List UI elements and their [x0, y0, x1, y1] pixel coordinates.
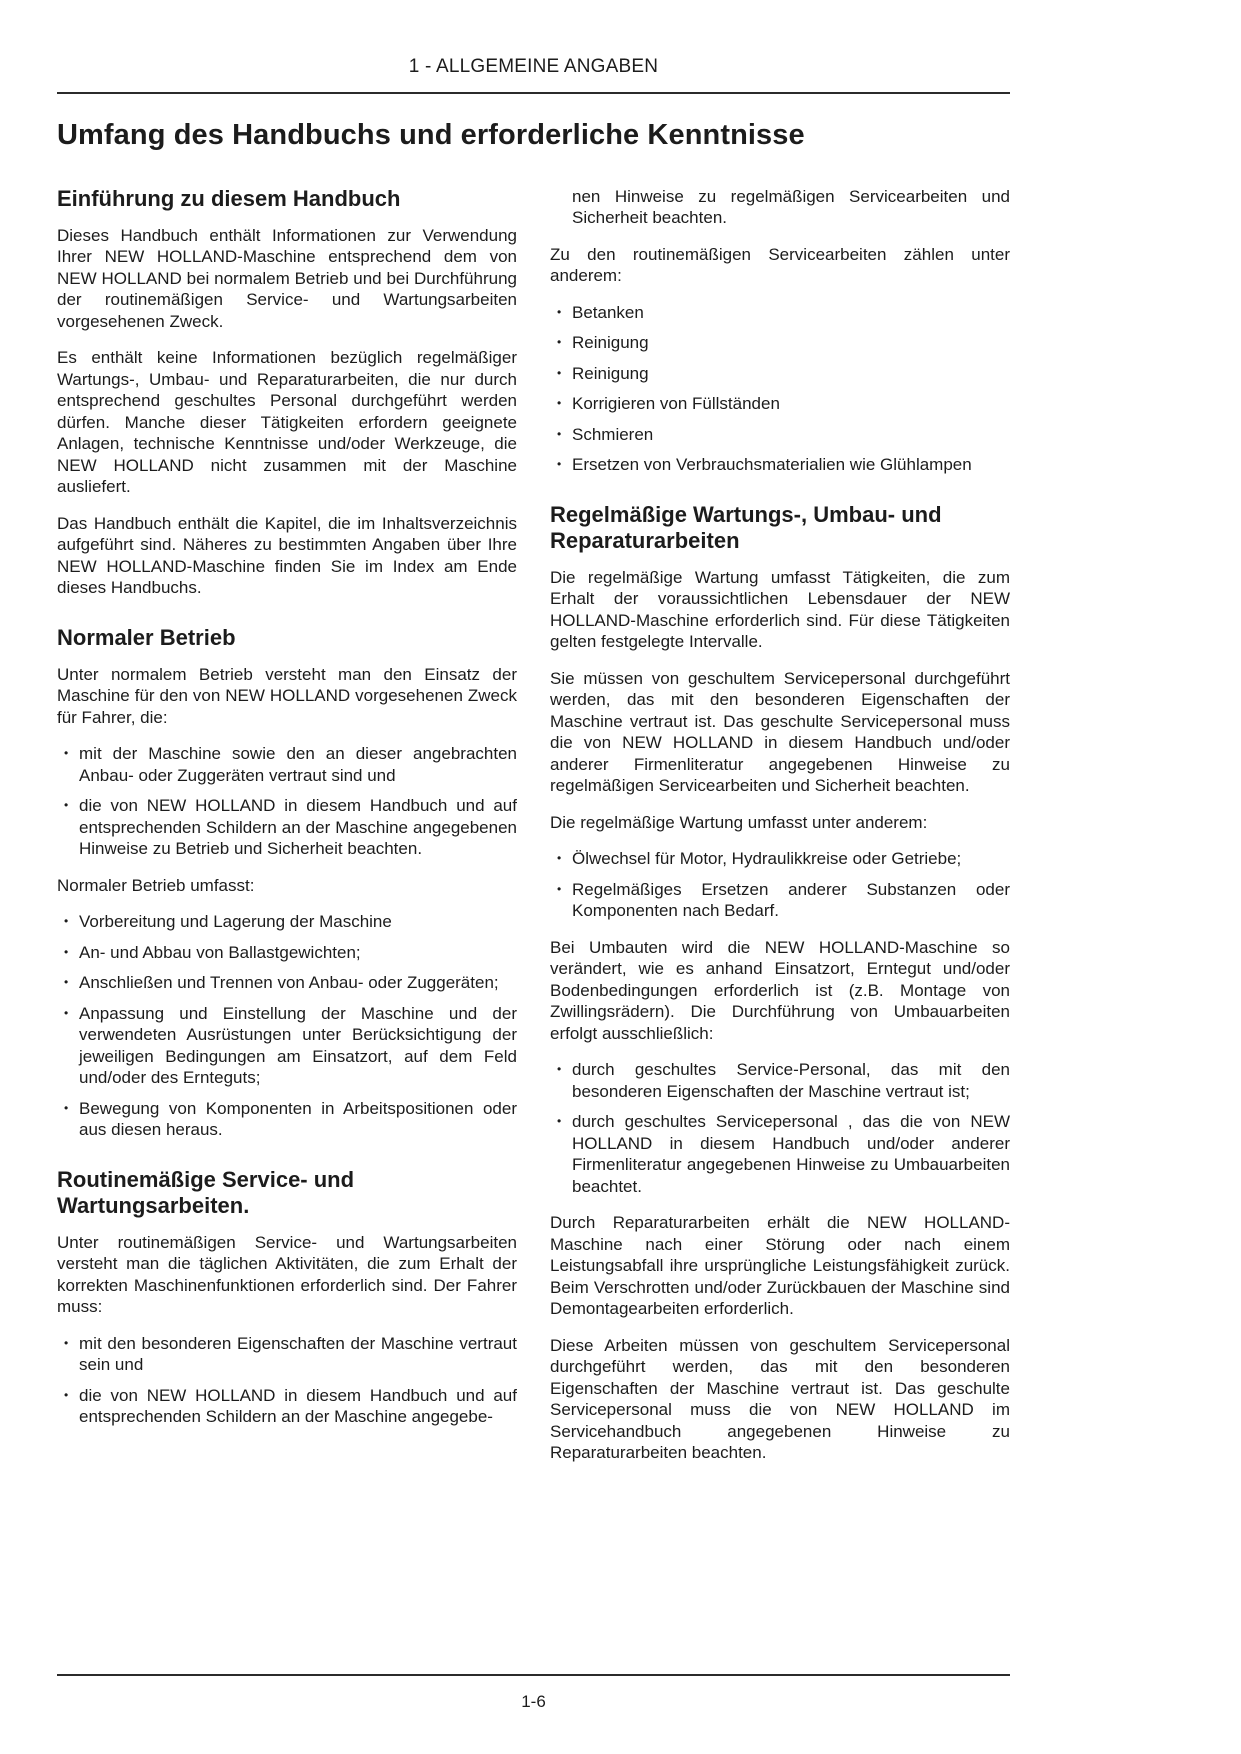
bullet-icon: • — [557, 365, 562, 380]
paragraph: Durch Reparaturarbeiten erhält die NEW HOLLAND-Maschine nach einer Störung oder nach einem Leistungsabfall ihre ursprüngliche Leistungsfähigkeit zurück. Beim Verschrotten und/oder Zurückbauen der Maschine sind Demontagearbeiten erforderlich. — [550, 1213, 1010, 1319]
bullet-text: durch geschultes Service-Personal, das mit den besonderen Eigenschaften der Maschine vertraut ist; — [572, 1060, 1010, 1101]
section-heading: Normaler Betrieb — [57, 624, 236, 650]
bullet-icon: • — [64, 1335, 69, 1350]
paragraph: Bei Umbauten wird die NEW HOLLAND-Maschine so verändert, wie es anhand Einsatzort, Erntegut und/oder Bodenbedingungen erforderlich ist (z.B. Montage von Zwillingsrädern). Die Durchführung von Umbauarbeiten erfolgt ausschließlich: — [550, 937, 1010, 1043]
bullet-icon: • — [557, 881, 562, 896]
page-footer — [57, 1674, 1010, 1712]
bullet-text: mit der Maschine sowie den an dieser angebrachten Anbau- oder Zuggeräten vertraut sind und — [79, 744, 517, 785]
bullet-list — [57, 743, 517, 860]
page-title: Umfang des Handbuchs und erforderliche Kenntnisse — [57, 119, 805, 151]
paragraph: Unter routinemäßigen Service- und Wartungsarbeiten versteht man die täglichen Aktivitäten, die zum Erhalt der korrekten Maschinenfunktionen erforderlich sind. Der Fahrer muss: — [57, 1232, 517, 1317]
list-item — [550, 1059, 1010, 1102]
list-item — [550, 332, 1010, 354]
bullet-list — [57, 1333, 517, 1428]
page-header — [57, 56, 1010, 94]
bullet-text: Reinigung — [572, 333, 649, 353]
bullet-icon: • — [557, 335, 562, 350]
bullet-text: Ersetzen von Verbrauchsmaterialien wie Glühlampen — [572, 455, 972, 475]
left-column — [57, 186, 517, 1443]
bullet-icon: • — [557, 1114, 562, 1129]
list-item — [57, 1003, 517, 1089]
list-item — [57, 1098, 517, 1141]
bullet-text: Regelmäßiges Ersetzen anderer Substanzen oder Komponenten nach Bedarf. — [572, 879, 1010, 921]
page-content — [57, 56, 1010, 1479]
list-item — [550, 848, 1010, 870]
bullet-icon: • — [557, 426, 562, 441]
list-item — [550, 454, 1010, 476]
list-item — [550, 363, 1010, 385]
bullet-icon: • — [64, 975, 69, 990]
bullet-text: Schmieren — [572, 424, 654, 444]
paragraph: Dieses Handbuch enthält Informationen zur Verwendung Ihrer NEW HOLLAND-Maschine entsprechend dem von NEW HOLLAND bei normalem Betrieb und bei Durchführung der routinemäßigen Service- und Wartungsarbeiten vorgesehenen Zweck. — [57, 225, 517, 331]
list-item — [57, 743, 517, 786]
bullet-text: Anpassung und Einstellung der Maschine und der verwendeten Ausrüstungen unter Berücksichtigung der jeweiligen Bedingungen am Einsatzort, auf dem Feld und/oder des Ernteguts; — [79, 1003, 517, 1088]
section-heading: Regelmäßige Wartungs-, Umbau- und Reparaturarbeiten — [550, 501, 942, 553]
bullet-icon: • — [64, 746, 69, 761]
list-item — [57, 1333, 517, 1376]
section-heading: Routinemäßige Service- und Wartungsarbeiten. — [57, 1166, 355, 1218]
list-item — [57, 795, 517, 860]
list-item — [57, 911, 517, 933]
bullet-list — [550, 302, 1010, 476]
paragraph: Die regelmäßige Wartung umfasst Tätigkeiten, die zum Erhalt der voraussichtlichen Lebensdauer der NEW HOLLAND-Maschine erforderlich sind. Für diese Tätigkeiten gelten festgelegte Intervalle. — [550, 567, 1010, 652]
two-column-body — [57, 186, 1010, 1479]
right-column — [550, 186, 1010, 1479]
bullet-list — [550, 1059, 1010, 1197]
list-item — [550, 302, 1010, 324]
bullet-continuation: nen Hinweise zu regelmäßigen Servicearbeiten und Sicherheit beachten. — [572, 186, 1010, 228]
bullet-icon: • — [64, 1005, 69, 1020]
list-item — [57, 942, 517, 964]
paragraph: Zu den routinemäßigen Servicearbeiten zählen unter anderem: — [550, 244, 1010, 286]
bullet-text: Bewegung von Komponenten in Arbeitspositionen oder aus diesen heraus. — [79, 1098, 517, 1140]
bullet-text: Korrigieren von Füllständen — [572, 394, 780, 414]
bullet-icon: • — [557, 304, 562, 319]
list-item — [550, 879, 1010, 922]
bullet-icon: • — [557, 1062, 562, 1077]
section-heading: Einführung zu diesem Handbuch — [57, 185, 401, 211]
bullet-text: Anschließen und Trennen von Anbau- oder Zuggeräten; — [79, 973, 499, 993]
bullet-icon: • — [64, 1387, 69, 1402]
bullet-text: Reinigung — [572, 363, 649, 383]
bullet-list — [57, 911, 517, 1141]
list-item — [550, 424, 1010, 446]
bullet-icon: • — [64, 914, 69, 929]
list-item — [550, 393, 1010, 415]
page-number: 1-6 — [521, 1692, 546, 1711]
bullet-text: An- und Abbau von Ballastgewichten; — [79, 942, 361, 962]
paragraph: Diese Arbeiten müssen von geschultem Servicepersonal durchgeführt werden, das mit den besonderen Eigenschaften der Maschine vertraut ist. Das geschulte Servicepersonal muss die von NEW HOLLAND im Servicehandbuch angegebenen Hinweise zu Reparaturarbeiten beachten. — [550, 1335, 1010, 1463]
bullet-icon: • — [557, 396, 562, 411]
bullet-text: Vorbereitung und Lagerung der Maschine — [79, 912, 392, 932]
paragraph: Die regelmäßige Wartung umfasst unter anderem: — [550, 812, 928, 832]
chapter-header: 1 - ALLGEMEINE ANGABEN — [408, 56, 659, 77]
bullet-icon: • — [64, 798, 69, 813]
bullet-icon: • — [557, 851, 562, 866]
bullet-icon: • — [64, 1100, 69, 1115]
paragraph: Unter normalem Betrieb versteht man den Einsatz der Maschine für den von NEW HOLLAND vorgesehenen Zweck für Fahrer, die: — [57, 664, 517, 727]
paragraph: Es enthält keine Informationen bezüglich regelmäßiger Wartungs-, Umbau- und Reparaturarbeiten, die nur durch entsprechend geschultes Personal durchgeführt werden dürfen. Manche dieser Tätigkeiten erfordern geeignete Anlagen, technische Kenntnisse und/oder Werkzeuge, die NEW HOLLAND nicht zusammen mit der Maschine ausliefert. — [57, 348, 517, 497]
bullet-text: die von NEW HOLLAND in diesem Handbuch und auf entsprechenden Schildern an der Maschine angegebe- — [79, 1385, 517, 1427]
bullet-icon: • — [64, 944, 69, 959]
footer-rule — [57, 1674, 1010, 1676]
bullet-list — [550, 848, 1010, 922]
bullet-text: Betanken — [572, 302, 644, 322]
paragraph: Das Handbuch enthält die Kapitel, die im Inhaltsverzeichnis aufgeführt sind. Näheres zu bestimmten Angaben über Ihre NEW HOLLAND-Maschine finden Sie im Index am Ende dieses Handbuchs. — [57, 513, 517, 598]
bullet-text: die von NEW HOLLAND in diesem Handbuch und auf entsprechenden Schildern an der Maschine angegebenen Hinweise zu Betrieb und Sicherheit beachten. — [79, 796, 517, 859]
paragraph: Normaler Betrieb umfasst: — [57, 875, 255, 895]
list-item — [57, 1385, 517, 1428]
bullet-text: durch geschultes Servicepersonal , das die von NEW HOLLAND in diesem Handbuch und/oder anderer Firmenliteratur angegebenen Hinweise zu Umbauarbeiten beachtet. — [572, 1112, 1010, 1196]
paragraph: Sie müssen von geschultem Servicepersonal durchgeführt werden, das mit den besonderen Eigenschaften der Maschine vertraut ist. Das geschulte Servicepersonal muss die von NEW HOLLAND in diesem Handbuch und/oder anderer Firmenliteratur angegebenen Hinweise zu regelmäßigen Servicearbeiten und Sicherheit beachten. — [550, 668, 1010, 796]
bullet-text: Ölwechsel für Motor, Hydraulikkreise oder Getriebe; — [572, 849, 962, 869]
list-item — [550, 1111, 1010, 1197]
header-rule — [57, 92, 1010, 94]
list-item — [57, 972, 517, 994]
bullet-icon: • — [557, 457, 562, 472]
bullet-text: mit den besonderen Eigenschaften der Maschine vertraut sein und — [79, 1333, 517, 1375]
